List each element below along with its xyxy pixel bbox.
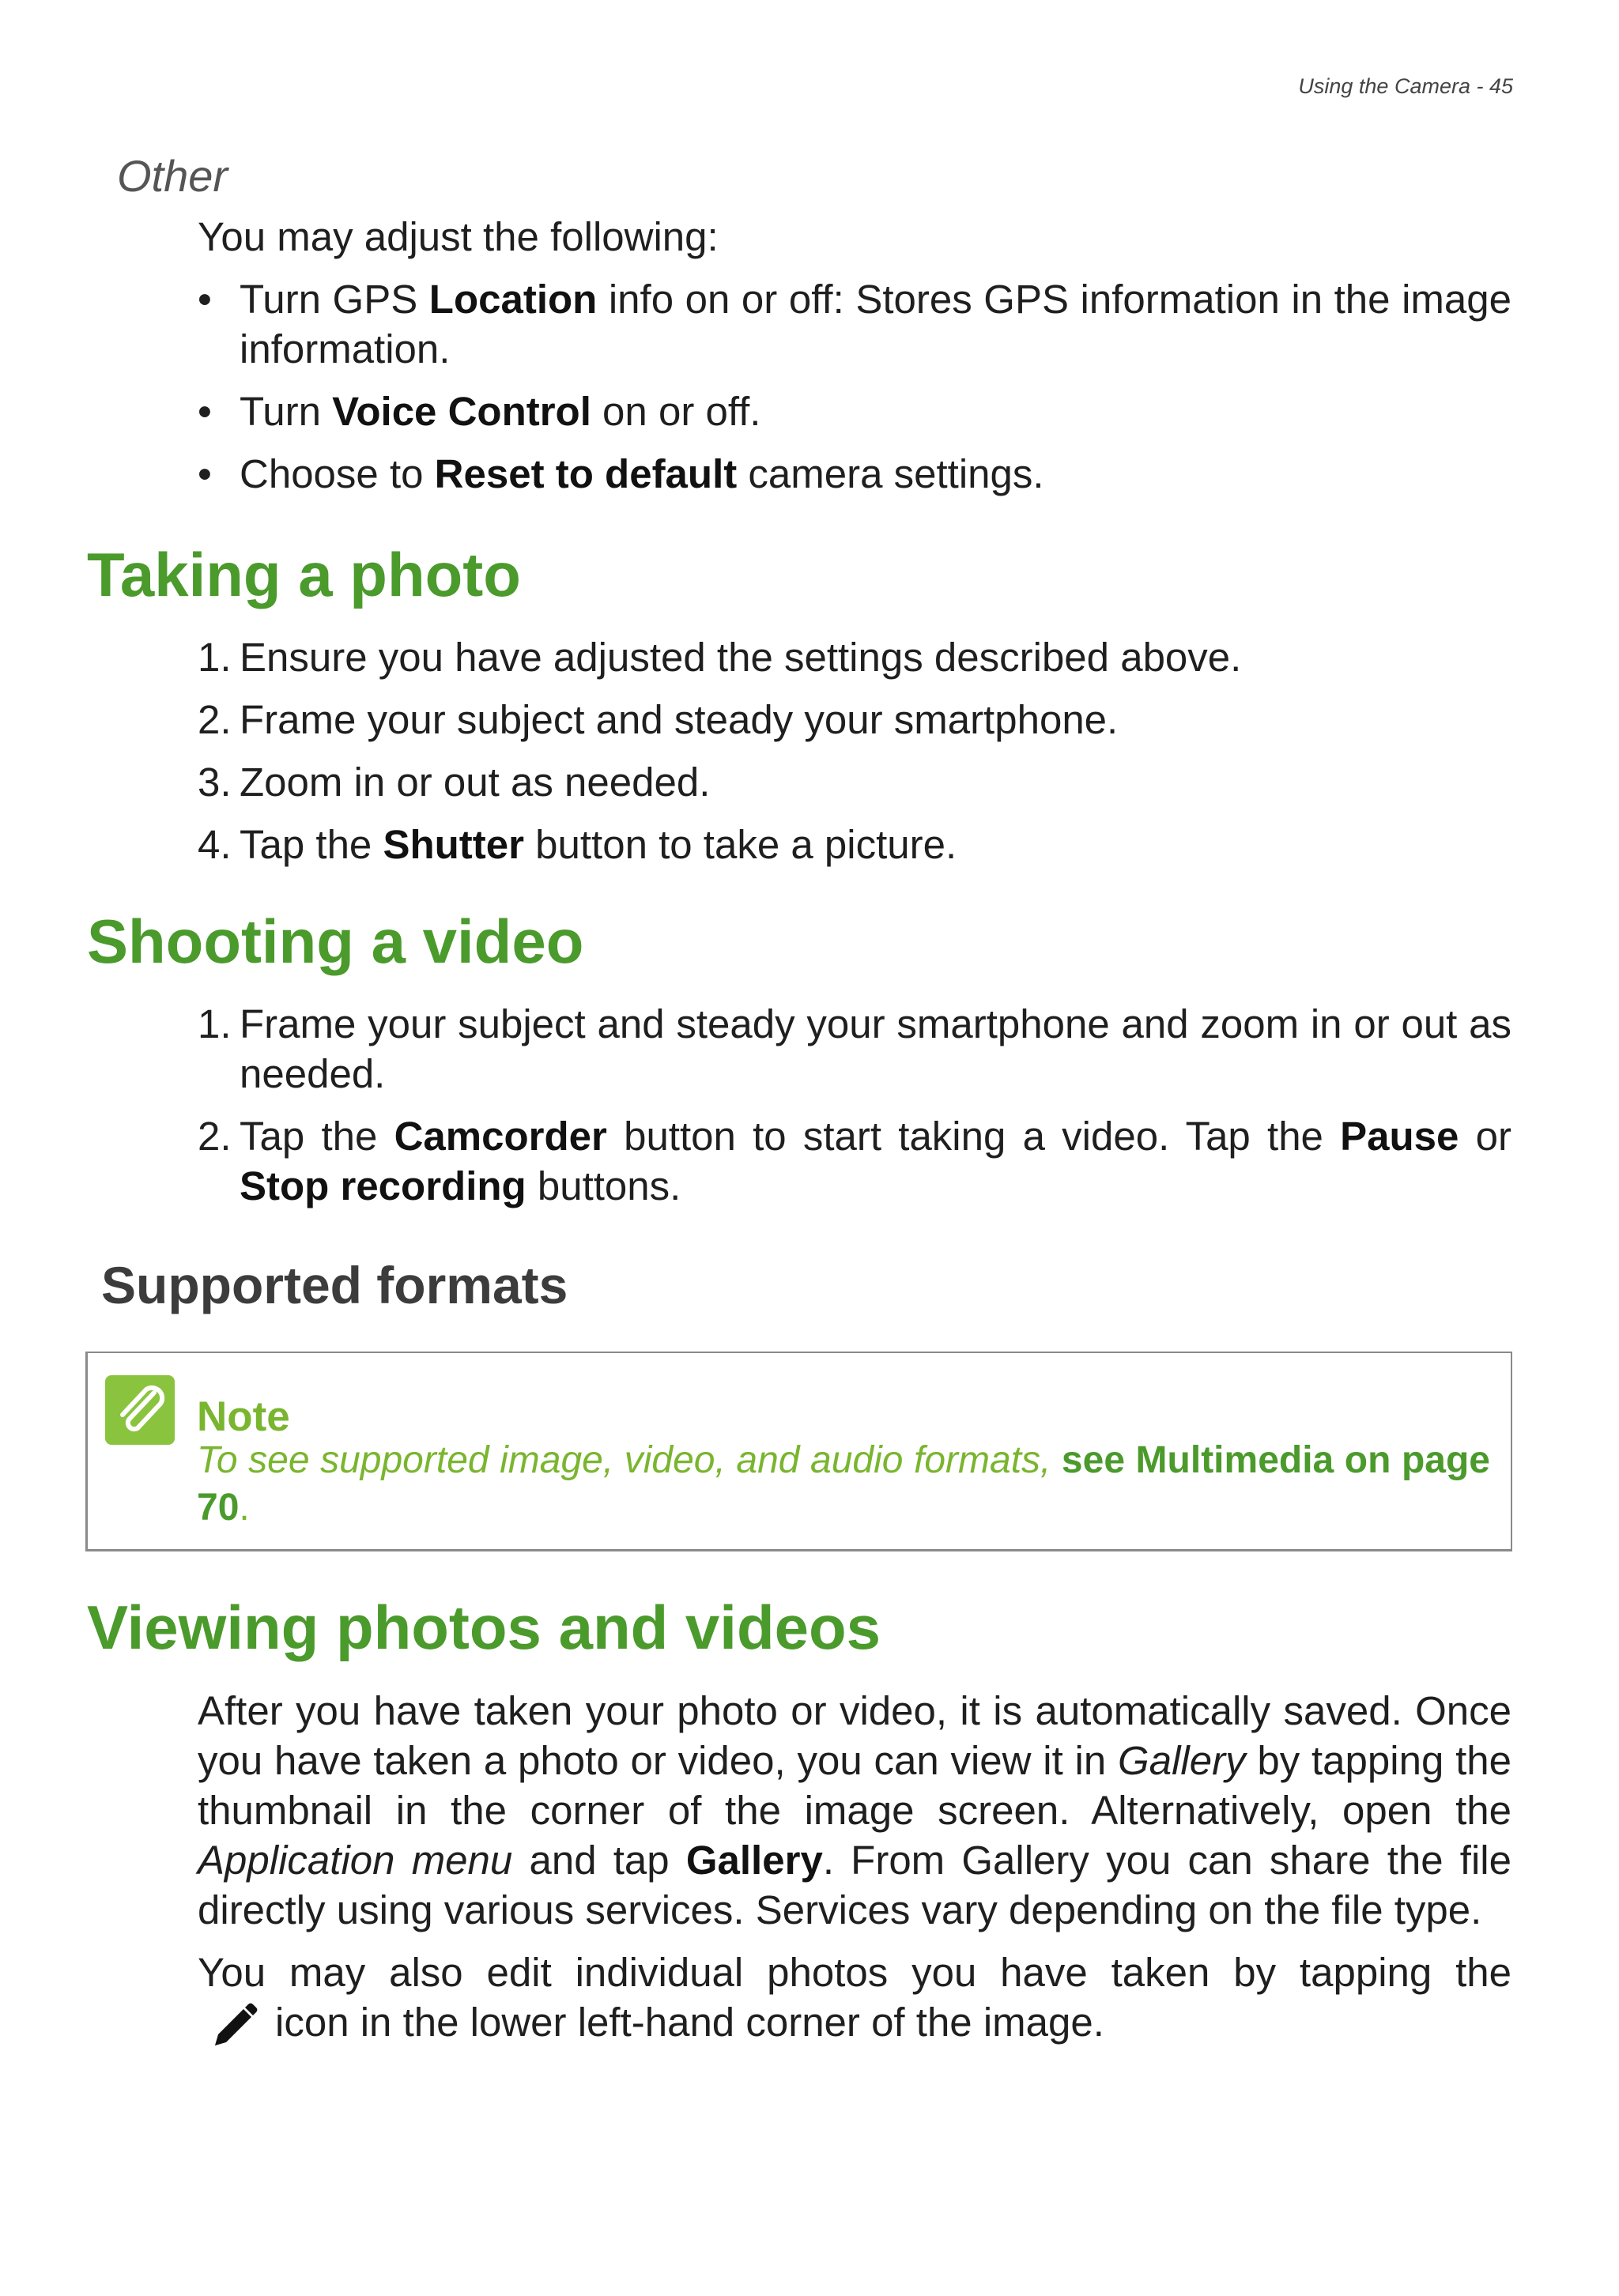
bullet-bold-text: Reset to default <box>434 451 738 496</box>
bullet-text: on or off. <box>591 389 761 434</box>
heading-supported-formats: Supported formats <box>101 1256 568 1314</box>
list-item <box>198 757 1511 807</box>
bullet-text: camera settings. <box>737 451 1044 496</box>
running-header: Using the Camera - 45 <box>1298 74 1513 98</box>
list-item <box>198 274 1511 374</box>
edit-paragraph-line1: You may also edit individual photos you have taken by tapping the <box>198 1950 1511 1995</box>
gallery-bold-text: Gallery <box>685 1838 823 1883</box>
section-other-heading: Other <box>117 151 228 201</box>
list-item <box>198 386 1511 436</box>
shooting-video-steps <box>198 999 1511 1211</box>
list-item <box>198 999 1511 1099</box>
gallery-italic-text: Gallery <box>1118 1738 1246 1783</box>
step-text: or <box>1459 1114 1511 1159</box>
step-bold-text: Pause <box>1340 1114 1459 1159</box>
list-item <box>198 1111 1511 1211</box>
step-number: 2. <box>198 1114 232 1159</box>
other-section <box>198 212 1511 511</box>
viewing-section <box>198 1686 1511 2053</box>
application-menu-italic-text: Application menu <box>198 1838 513 1883</box>
paperclip-icon <box>105 1375 175 1445</box>
bullet-bold-text: Location <box>428 277 598 322</box>
other-bullet-list <box>198 274 1511 499</box>
step-text: button to start taking a video. Tap the <box>606 1114 1341 1159</box>
other-intro: You may adjust the following: <box>198 214 719 259</box>
note-end: . <box>239 1487 250 1529</box>
step-text: Tap the <box>240 1114 394 1159</box>
step-text: button to take a picture. <box>523 822 957 867</box>
bullet-marker: • <box>198 277 212 322</box>
multimedia-page-link[interactable]: see Multimedia on page 70 <box>197 1439 1491 1529</box>
step-bold-text: Shutter <box>383 822 524 867</box>
bullet-bold-text: Voice Control <box>332 389 591 434</box>
taking-photo-steps <box>198 632 1511 869</box>
step-text: Tap the <box>240 822 383 867</box>
bullet-text: Turn <box>240 389 333 434</box>
heading-viewing-photos-and-videos: Viewing photos and videos <box>87 1593 881 1662</box>
bullet-marker: • <box>198 451 212 496</box>
step-text: Ensure you have adjusted the settings described above. <box>240 635 1242 680</box>
note-italic-text: To see supported image, video, and audio formats, <box>197 1439 1062 1481</box>
paragraph-text: After you have taken your photo or video, it is automatically saved. Once you have taken a photo or video, you can view it in <box>198 1688 1511 1783</box>
note-title: Note <box>197 1393 290 1440</box>
step-text: buttons. <box>526 1163 681 1208</box>
step-text: Frame your subject and steady your smartphone. <box>240 697 1119 742</box>
taking-photo-section <box>198 632 1511 882</box>
step-number: 4. <box>198 822 232 867</box>
paragraph-text: by tapping the thumbnail in the corner of the image screen. Alternatively, open the <box>198 1738 1511 1833</box>
bullet-text: info on or off: Stores GPS information in the image information. <box>240 277 1511 371</box>
note-box <box>85 1352 1512 1551</box>
step-bold-text: Camcorder <box>394 1114 607 1159</box>
step-text: Zoom in or out as needed. <box>240 760 711 805</box>
edit-paragraph-text: icon in the lower left-hand corner of the image. <box>275 2000 1104 2045</box>
step-text: Frame your subject and steady your smartphone and zoom in or out as needed. <box>240 1001 1511 1096</box>
viewing-paragraph <box>198 1686 1511 1935</box>
bullet-text: Turn GPS <box>240 277 429 322</box>
list-item <box>198 695 1511 745</box>
shooting-video-section <box>198 999 1511 1223</box>
step-number: 1. <box>198 1001 232 1046</box>
step-bold-text: Stop recording <box>240 1163 526 1208</box>
list-item <box>198 820 1511 869</box>
step-number: 1. <box>198 635 232 680</box>
list-item <box>198 632 1511 682</box>
pencil-icon <box>206 1998 261 2053</box>
bullet-text: Choose to <box>240 451 435 496</box>
paragraph-text: and tap <box>512 1838 686 1883</box>
heading-shooting-a-video: Shooting a video <box>87 907 584 976</box>
list-item <box>198 449 1511 499</box>
step-number: 2. <box>198 697 232 742</box>
step-number: 3. <box>198 760 232 805</box>
note-text <box>197 1437 1490 1532</box>
bullet-marker: • <box>198 389 212 434</box>
paragraph-text: . From Gallery you can share the file directly using various services. Services vary depending on the file type. <box>198 1838 1511 1932</box>
heading-taking-a-photo: Taking a photo <box>87 540 521 609</box>
edit-paragraph-line2 <box>198 1997 1511 2053</box>
